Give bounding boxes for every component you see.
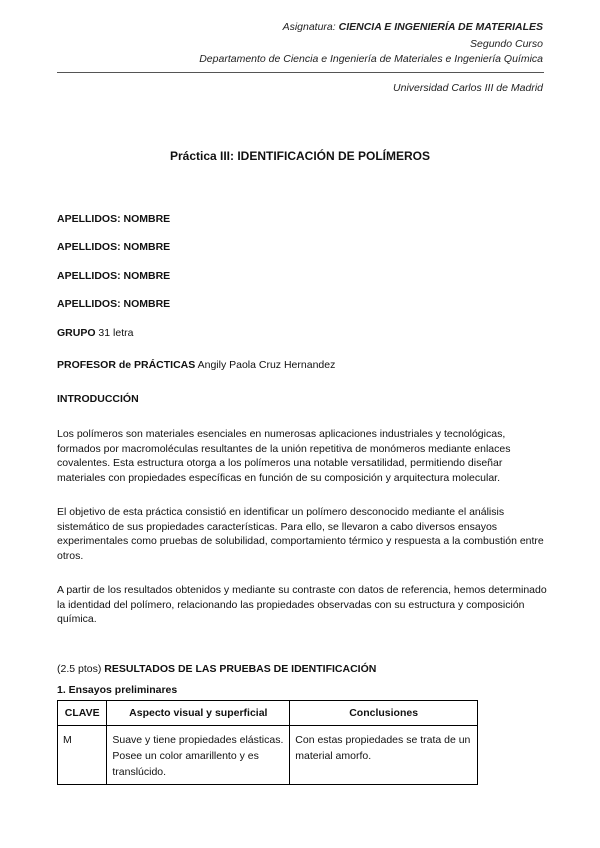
group-label: GRUPO	[57, 327, 96, 339]
results-subheading: 1. Ensayos preliminares	[57, 684, 178, 696]
results-title: RESULTADOS DE LAS PRUEBAS DE IDENTIFICACIÓN	[104, 663, 377, 675]
intro-paragraph-3: A partir de los resultados obtenidos y mediante su contraste con datos de referencia, hemos determinado la identidad del polímero, relacionando las propiedades observadas con su estructura y composición química.	[57, 584, 547, 625]
student-name-2: APELLIDOS: NOMBRE	[57, 241, 171, 253]
document-title: Práctica III: IDENTIFICACIÓN DE POLÍMEROS	[169, 149, 431, 163]
header-department: Departamento de Ciencia e Ingeniería de Materiales e Ingeniería Química	[199, 53, 543, 65]
intro-heading: INTRODUCCIÓN	[57, 393, 139, 405]
header-course: Segundo Curso	[470, 38, 543, 50]
intro-paragraph-1: Los polímeros son materiales esenciales en numerosas aplicaciones industriales y tecnológicas, formados por macromoléculas resultantes de la unión repetitiva de monómeros mediante enlaces covalentes. Esta estructura otorga a los polímeros una notable versatilidad, permitiendo diseñar materiales con propiedades específicas en función de su composición y arquitectura molecular.	[57, 428, 511, 484]
header-divider	[57, 72, 544, 73]
results-table	[57, 700, 478, 785]
group-field	[57, 327, 133, 339]
group-value: 31 letra	[95, 327, 134, 339]
table-header-conclusions: Conclusiones	[290, 701, 478, 726]
table-cell-conclusions: Con estas propiedades se trata de un material amorfo.	[290, 726, 478, 785]
table-row	[58, 726, 478, 785]
header-subject	[283, 20, 543, 34]
intro-paragraph-2: El objetivo de esta práctica consistió en identificar un polímero desconocido mediante el análisis sistemático de sus propiedades características. Para ello, se llevaron a cabo diversos ensayos experimentales como pruebas de solubilidad, comportamiento térmico y respuesta a la combustión entre otros.	[57, 506, 544, 562]
header-university: Universidad Carlos III de Madrid	[393, 82, 543, 94]
professor-label: PROFESOR de PRÁCTICAS	[57, 359, 196, 371]
results-heading	[57, 663, 376, 675]
table-cell-aspect: Suave y tiene propiedades elásticas. Posee un color amarillento y es translúcido.	[107, 726, 290, 785]
table-cell-key: M	[58, 726, 107, 785]
student-name-3: APELLIDOS: NOMBRE	[57, 270, 171, 282]
table-header-aspect: Aspecto visual y superficial	[107, 701, 290, 726]
header-subject-name: CIENCIA E INGENIERÍA DE MATERIALES	[338, 21, 543, 33]
student-name-1: APELLIDOS: NOMBRE	[57, 213, 171, 225]
header-subject-label: Asignatura:	[282, 21, 339, 33]
student-name-4: APELLIDOS: NOMBRE	[57, 298, 171, 310]
results-points: (2.5 ptos)	[57, 663, 105, 675]
professor-value: Angily Paola Cruz Hernandez	[195, 359, 336, 371]
professor-field	[57, 359, 335, 371]
table-header-key: CLAVE	[58, 701, 107, 726]
table-header-row	[58, 701, 478, 726]
